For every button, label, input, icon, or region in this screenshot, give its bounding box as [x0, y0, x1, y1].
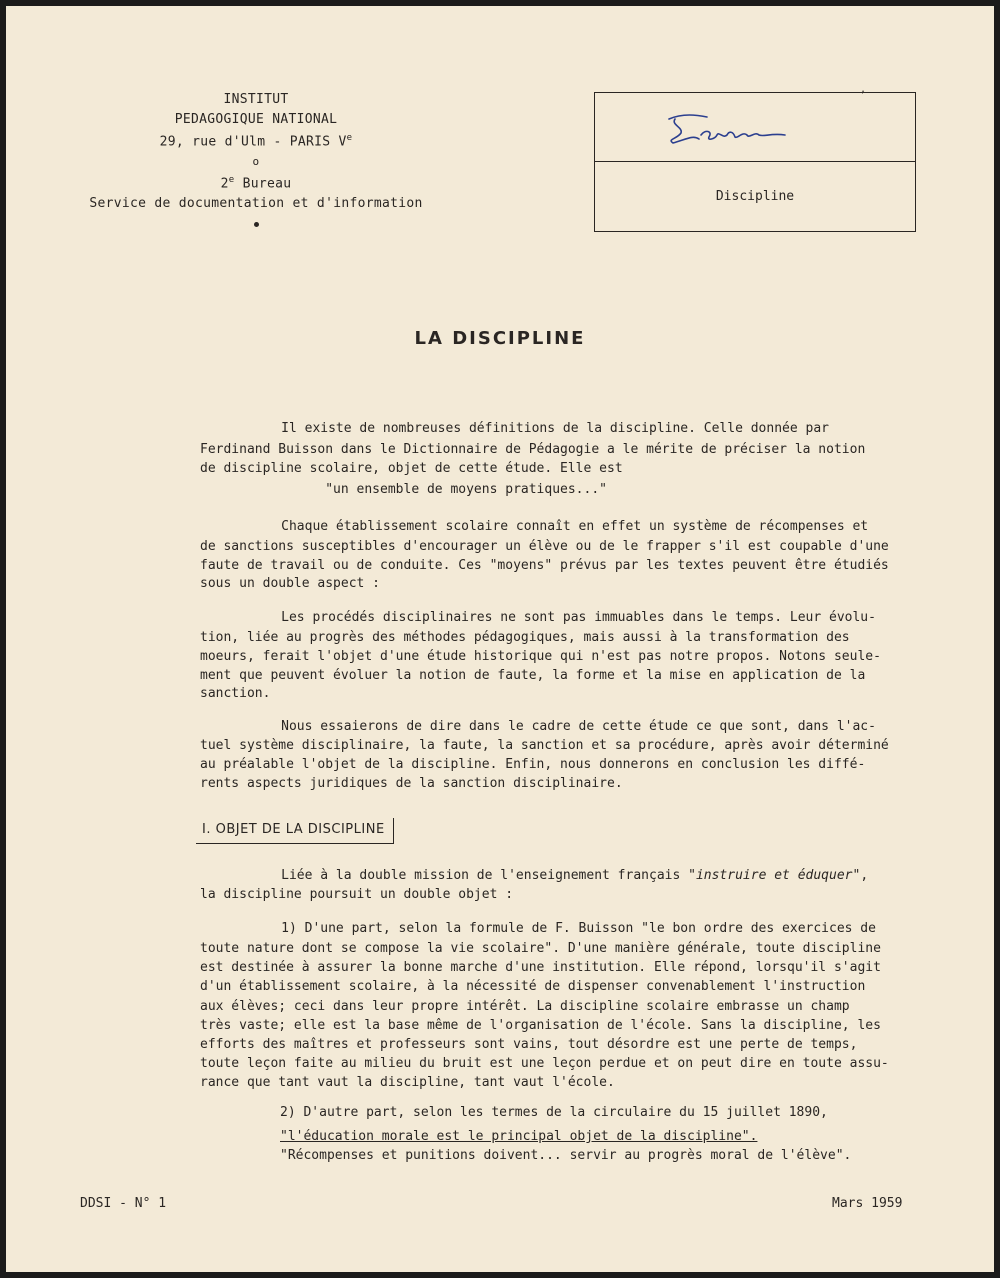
p4-line: au préalable l'objet de la discipline. Enfin, nous donnerons en conclusion les diffé- [200, 757, 866, 772]
point1-line: efforts des maîtres et professeurs sont vains, tout désordre est une perte de temps, [200, 1037, 858, 1052]
section-heading: I. OBJET DE LA DISCIPLINE [196, 818, 394, 844]
address-text: 29, rue d'Ulm - PARIS V [159, 134, 347, 150]
p3-line: Les procédés disciplinaires ne sont pas immuables dans le temps. Leur évolu- [242, 610, 876, 625]
p4-line: rents aspects juridiques de la sanction disciplinaire. [200, 776, 623, 791]
p3-line: ment que peuvent évoluer la notion de faute, la forme et la mise en application de la [200, 668, 866, 683]
footer-reference: DDSI - N° 1 [80, 1196, 167, 1211]
address-sup: e [346, 133, 353, 143]
bureau-number: 2 [220, 176, 229, 192]
institution-header [84, 90, 428, 233]
intro-text: Liée à la double mission de l'enseignement français [242, 868, 689, 883]
point1-line: aux élèves; ceci dans leur propre intérêt. La discipline scolaire embrasse un champ [200, 999, 850, 1014]
p3-line: tion, liée au progrès des méthodes pédagogiques, mais aussi à la transformation des [200, 630, 850, 645]
classification-box [594, 92, 916, 232]
signature-area [595, 93, 915, 162]
intro-comma: , [860, 868, 869, 883]
section-intro-line: la discipline poursuit un double objet : [200, 887, 514, 902]
point2-quote: "Récompenses et punitions doivent... servir au progrès moral de l'élève". [280, 1148, 852, 1163]
p1-line: de discipline scolaire, objet de cette étude. Elle est [200, 461, 623, 476]
bureau-line [84, 171, 428, 194]
institution-line1: INSTITUT [223, 92, 289, 107]
p3-line: moeurs, ferait l'objet d'une étude historique qui n'est pas notre propos. Notons seule- [200, 649, 881, 664]
classification-label: Discipline [715, 189, 795, 204]
service-line: Service de documentation et d'information [89, 196, 423, 212]
p2-line: sous un double aspect : [200, 576, 381, 591]
p3-line: sanction. [200, 686, 271, 701]
bureau-text: Bureau [242, 176, 292, 192]
p2-line: de sanctions susceptibles d'encourager un élève ou de le frapper s'il est coupable d'une [200, 539, 889, 554]
point1-line: rance que tant vaut la discipline, tant vaut l'école. [200, 1075, 615, 1090]
document-title: LA DISCIPLINE [414, 328, 586, 349]
p4-line: tuel système disciplinaire, la faute, la sanction et sa procédure, après avoir déterminé [200, 738, 889, 753]
point1-line: toute nature dont se compose la vie scolaire". D'une manière générale, toute discipline [200, 941, 881, 956]
point1-line: est destinée à assurer la bonne marche d'une institution. Elle répond, lorsqu'il s'agit [200, 960, 881, 975]
section-intro-line [242, 868, 868, 884]
p2-line: faute de travail ou de conduite. Ces "moyens" prévus par les textes peuvent être étudiés [200, 558, 889, 573]
address-line [84, 129, 428, 152]
signature-handwriting [663, 109, 793, 149]
p4-line: Nous essaierons de dire dans le cadre de cette étude ce que sont, dans l'ac- [242, 719, 876, 734]
footer-date: Mars 1959 [832, 1196, 903, 1211]
p1-line: Il existe de nombreuses définitions de la discipline. Celle donnée par [242, 421, 829, 436]
quote-line: "un ensemble de moyens pratiques..." [200, 482, 607, 497]
document-page [6, 6, 994, 1272]
bullet-dot-icon [254, 222, 259, 227]
p2-line: Chaque établissement scolaire connaît en effet un système de récompenses et [242, 519, 869, 534]
point1-line: très vaste; elle est la base même de l'organisation de l'école. Sans la discipline, les [200, 1018, 881, 1033]
bureau-sup: e [228, 175, 235, 186]
point1-line: d'un établissement scolaire, à la nécessité de dispenser convenablement l'instruction [200, 979, 866, 994]
header-separator: o [252, 154, 260, 168]
point1-line: toute leçon faite au milieu du bruit est une leçon perdue et on peut dire en toute assu- [200, 1056, 889, 1071]
point2-quote-underlined: "l'éducation morale est le principal objet de la discipline". [280, 1129, 758, 1144]
point1-line: 1) D'une part, selon la formule de F. Buisson "le bon ordre des exercices de [242, 921, 876, 936]
p1-line: Ferdinand Buisson dans le Dictionnaire de Pédagogie a le mérite de préciser la notion [200, 442, 866, 457]
margin-mark-icon: , [860, 84, 867, 95]
intro-motto: "instruire et éduquer" [688, 868, 861, 883]
institution-line2: PEDAGOGIQUE NATIONAL [174, 111, 338, 127]
point2-line: 2) D'autre part, selon les termes de la circulaire du 15 juillet 1890, [280, 1105, 828, 1120]
